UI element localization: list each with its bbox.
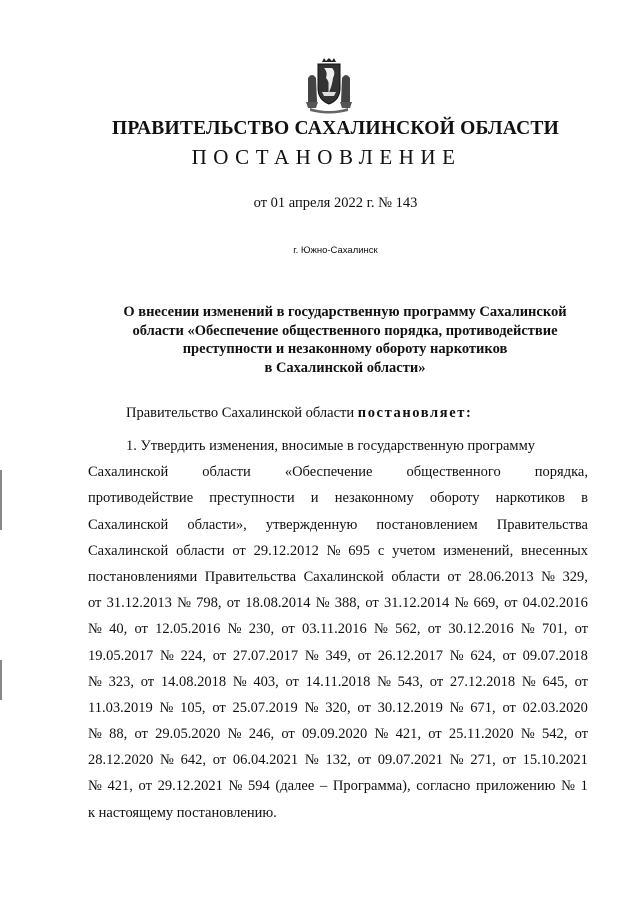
body-word: 132,: [325, 752, 351, 769]
body-word: (далее: [275, 778, 315, 795]
body-word: №: [373, 621, 388, 638]
preamble-text: Правительство Сахалинской области: [126, 405, 355, 421]
body-word: постановлением: [376, 516, 478, 533]
body-word: области: [391, 568, 440, 585]
body-word: в: [581, 490, 588, 507]
body-line: [88, 459, 588, 485]
document-date-number: от 01 апреля 2022 г. № 143: [253, 195, 418, 211]
body-word: Сахалинской: [88, 516, 169, 533]
body-word: №: [304, 699, 319, 716]
body-word: 30.12.2016: [448, 621, 514, 638]
body-word: 271,: [470, 752, 496, 769]
body-word: от: [574, 673, 588, 690]
body-word: внесенных: [521, 542, 588, 559]
body-word: 04.02.2016: [522, 595, 588, 612]
body-word: от: [365, 595, 379, 612]
body-word: 06.04.2021: [232, 752, 299, 769]
body-word: приложению: [475, 778, 556, 795]
body-line: [88, 590, 588, 616]
body-word: 1: [580, 778, 588, 795]
body-word: 18.08.2014: [245, 595, 311, 612]
body-word: от: [140, 673, 155, 690]
body-word: 02.03.2020: [522, 699, 588, 716]
body-word: утвержденную: [265, 516, 358, 533]
body-word: от: [134, 621, 148, 638]
body-word: 28.12.2020: [88, 752, 154, 769]
body-word: №: [377, 673, 391, 690]
body-word: 31.12.2013: [106, 595, 172, 612]
body-word: 645,: [542, 673, 568, 690]
body-word: №: [177, 595, 191, 612]
body-word: №: [520, 726, 535, 743]
title-line: области «Обеспечение общественного порядка, противодействие: [132, 322, 558, 339]
body-word: противодействие: [88, 490, 194, 507]
body-word: общественного: [406, 464, 501, 481]
body-word: постановлениями: [88, 568, 198, 585]
body-word: №: [160, 752, 174, 769]
body-word: 388,: [334, 595, 361, 612]
body-line: [88, 669, 588, 695]
body-word: 320,: [325, 699, 351, 716]
body-line: [88, 695, 588, 721]
body-word: 329,: [562, 568, 588, 585]
body-line: 1. Утвердить изменения, вносимые в государственную программу: [126, 438, 535, 454]
body-word: 09.07.2018: [522, 647, 588, 664]
body-word: №: [227, 621, 242, 638]
body-word: от: [88, 595, 102, 612]
body-word: №: [88, 726, 102, 743]
body-word: и: [310, 490, 319, 507]
body-word: 09.09.2020: [302, 726, 368, 743]
body-word: 27.07.2017: [232, 647, 299, 664]
body-word: 19.05.2017: [88, 647, 154, 664]
body-word: 40,: [109, 621, 128, 638]
body-word: 562,: [395, 621, 421, 638]
coat-of-arms-icon: [302, 58, 356, 114]
body-word: 09.07.2021: [377, 752, 443, 769]
body-word: 12.05.2016: [155, 621, 221, 638]
body-word: №: [449, 699, 464, 716]
body-word: Правительства: [496, 516, 588, 533]
body-word: от: [212, 647, 227, 664]
body-line: [88, 485, 588, 511]
body-word: 642,: [180, 752, 206, 769]
body-line: [88, 616, 588, 642]
body-word: №: [326, 542, 341, 559]
body-line: [88, 721, 588, 747]
body-word: №: [520, 621, 535, 638]
body-word: 701,: [541, 621, 568, 638]
body-word: 105,: [180, 699, 206, 716]
body-word: –: [319, 778, 328, 795]
document-city: г. Южно-Сахалинск: [293, 245, 378, 256]
preamble-emphasis: постановляет:: [357, 405, 473, 421]
body-word: 671,: [470, 699, 496, 716]
body-word: от: [212, 699, 226, 716]
body-word: Правительства: [204, 568, 297, 585]
title-line: О внесении изменений в государственную программу Сахалинской: [123, 304, 567, 320]
body-word: от: [212, 752, 227, 769]
body-line: к настоящему постановлению.: [88, 804, 277, 821]
body-word: 594: [248, 778, 270, 795]
body-word: №: [449, 752, 464, 769]
body-word: от: [447, 568, 461, 585]
body-word: от: [427, 621, 442, 638]
body-word: от: [504, 595, 518, 612]
body-word: изменений,: [443, 542, 514, 559]
resolution-body: [88, 433, 588, 826]
body-word: от: [428, 726, 442, 743]
body-word: 421,: [107, 778, 133, 795]
body-word: 624,: [470, 647, 496, 664]
body-word: от: [574, 726, 588, 743]
body-word: №: [454, 595, 469, 612]
body-word: от: [281, 726, 295, 743]
body-word: от: [357, 647, 371, 664]
body-word: 421,: [395, 726, 421, 743]
body-word: 695: [348, 542, 371, 559]
body-word: от: [285, 673, 299, 690]
body-word: 349,: [325, 647, 351, 664]
body-word: №: [304, 752, 319, 769]
body-word: 30.12.2019: [377, 699, 443, 716]
body-line: [88, 538, 588, 564]
body-word: с: [377, 542, 385, 559]
body-word: №: [561, 778, 575, 795]
body-word: №: [315, 595, 330, 612]
body-word: порядка,: [534, 464, 588, 481]
body-word: 669,: [473, 595, 499, 612]
body-line: [88, 773, 588, 799]
body-word: Сахалинской: [88, 542, 169, 559]
body-word: 29.05.2020: [155, 726, 221, 743]
body-word: «Обеспечение: [284, 464, 373, 481]
body-word: 230,: [248, 621, 275, 638]
body-line: [88, 512, 588, 538]
body-word: обороту: [429, 490, 480, 507]
body-word: незаконному: [334, 490, 414, 507]
body-word: от: [281, 621, 295, 638]
body-word: области»,: [187, 516, 247, 533]
body-word: №: [521, 673, 536, 690]
body-word: Сахалинской: [88, 464, 169, 481]
body-word: от: [138, 778, 152, 795]
body-word: №: [88, 673, 102, 690]
body-word: 323,: [108, 673, 134, 690]
body-line: [88, 643, 588, 669]
body-word: наркотиков: [495, 490, 565, 507]
body-word: 26.12.2017: [377, 647, 443, 664]
body-word: преступности: [209, 490, 295, 507]
body-word: №: [227, 726, 242, 743]
body-word: согласно: [416, 778, 471, 795]
body-word: №: [304, 647, 319, 664]
body-line: [88, 747, 588, 773]
body-word: 29.12.2021: [157, 778, 223, 795]
body-word: от: [226, 595, 241, 612]
body-word: Сахалинской: [303, 568, 384, 585]
body-word: №: [374, 726, 389, 743]
body-line: [88, 564, 588, 590]
body-word: №: [449, 647, 464, 664]
body-word: 27.12.2018: [449, 673, 516, 690]
body-word: 28.06.2013: [468, 568, 534, 585]
body-word: 15.10.2021: [522, 752, 588, 769]
body-word: №: [160, 647, 174, 664]
title-line: преступности и незаконному обороту наркотиков: [182, 341, 508, 357]
body-word: от: [502, 699, 516, 716]
body-word: 543,: [397, 673, 424, 690]
body-word: 246,: [248, 726, 275, 743]
body-word: №: [228, 778, 243, 795]
body-word: 88,: [109, 726, 128, 743]
body-word: 403,: [253, 673, 279, 690]
body-word: №: [232, 673, 247, 690]
body-word: №: [159, 699, 174, 716]
body-word: 14.11.2018: [305, 673, 371, 690]
body-word: от: [134, 726, 148, 743]
body-word: от: [357, 699, 371, 716]
body-word: учетом: [392, 542, 436, 559]
body-word: 14.08.2018: [160, 673, 227, 690]
government-name: ПРАВИТЕЛЬСТВО САХАЛИНСКОЙ ОБЛАСТИ: [112, 118, 559, 139]
body-word: 224,: [180, 647, 206, 664]
body-word: 798,: [196, 595, 222, 612]
body-word: от: [429, 673, 444, 690]
body-word: от: [502, 752, 516, 769]
scan-margin-mark: [0, 470, 2, 530]
body-word: 542,: [541, 726, 568, 743]
body-word: области: [202, 464, 251, 481]
body-word: 31.12.2014: [383, 595, 450, 612]
title-line: в Сахалинской области»: [264, 359, 426, 376]
body-word: 29.12.2012: [253, 542, 319, 559]
body-word: №: [88, 778, 102, 795]
body-word: от: [574, 621, 588, 638]
body-word: от: [232, 542, 246, 559]
body-word: 25.07.2019: [232, 699, 298, 716]
body-word: №: [541, 568, 555, 585]
body-word: 11.03.2019: [88, 699, 153, 716]
body-word: от: [357, 752, 371, 769]
body-word: Программа),: [332, 778, 411, 795]
body-word: 25.11.2020: [448, 726, 514, 743]
body-word: области: [176, 542, 225, 559]
preamble: [126, 405, 472, 422]
document-title: [85, 303, 605, 377]
scan-margin-mark: [0, 660, 2, 700]
body-word: №: [88, 621, 102, 638]
document-type: ПОСТАНОВЛЕНИЕ: [191, 145, 462, 169]
body-word: 03.11.2016: [302, 621, 367, 638]
body-word: от: [502, 647, 516, 664]
